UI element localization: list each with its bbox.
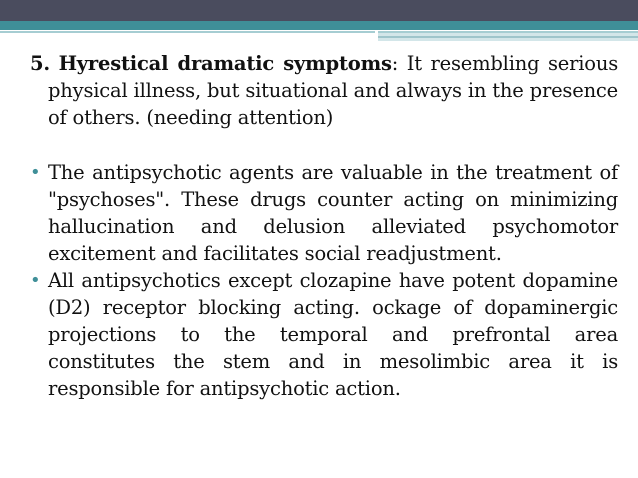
paragraph-body: : It resembling serious physical illness, but situational and always in the presence of others. (needing attention) — [48, 52, 618, 129]
header-dark-band — [0, 0, 638, 21]
paragraph-number: 5. — [30, 52, 50, 75]
bullet-item — [30, 159, 618, 267]
header-accent-tab-line — [378, 36, 638, 38]
paragraph-heading: Hyrestical dramatic symptoms — [58, 52, 392, 75]
header-thin-line-left — [0, 31, 375, 33]
bullet-icon: • — [30, 162, 41, 183]
header-teal-band — [0, 21, 638, 30]
numbered-paragraph — [30, 50, 618, 131]
bullet-item — [30, 267, 618, 402]
slide-content — [30, 50, 618, 402]
bullet-text: All antipsychotics except clozapine have potent dopamine (D2) receptor blocking acting. ockage of dopaminergic projections to the temporal and prefrontal area constitutes the stem and in mesolimbic area it is responsible for antipsychotic action. — [48, 269, 618, 400]
bullet-text: The antipsychotic agents are valuable in the treatment of "psychoses". These drugs counter acting on minimizing hallucination and delusion alleviated psychomotor excitement and facilitates social readjustment. — [48, 161, 618, 265]
bullet-icon: • — [30, 270, 41, 291]
